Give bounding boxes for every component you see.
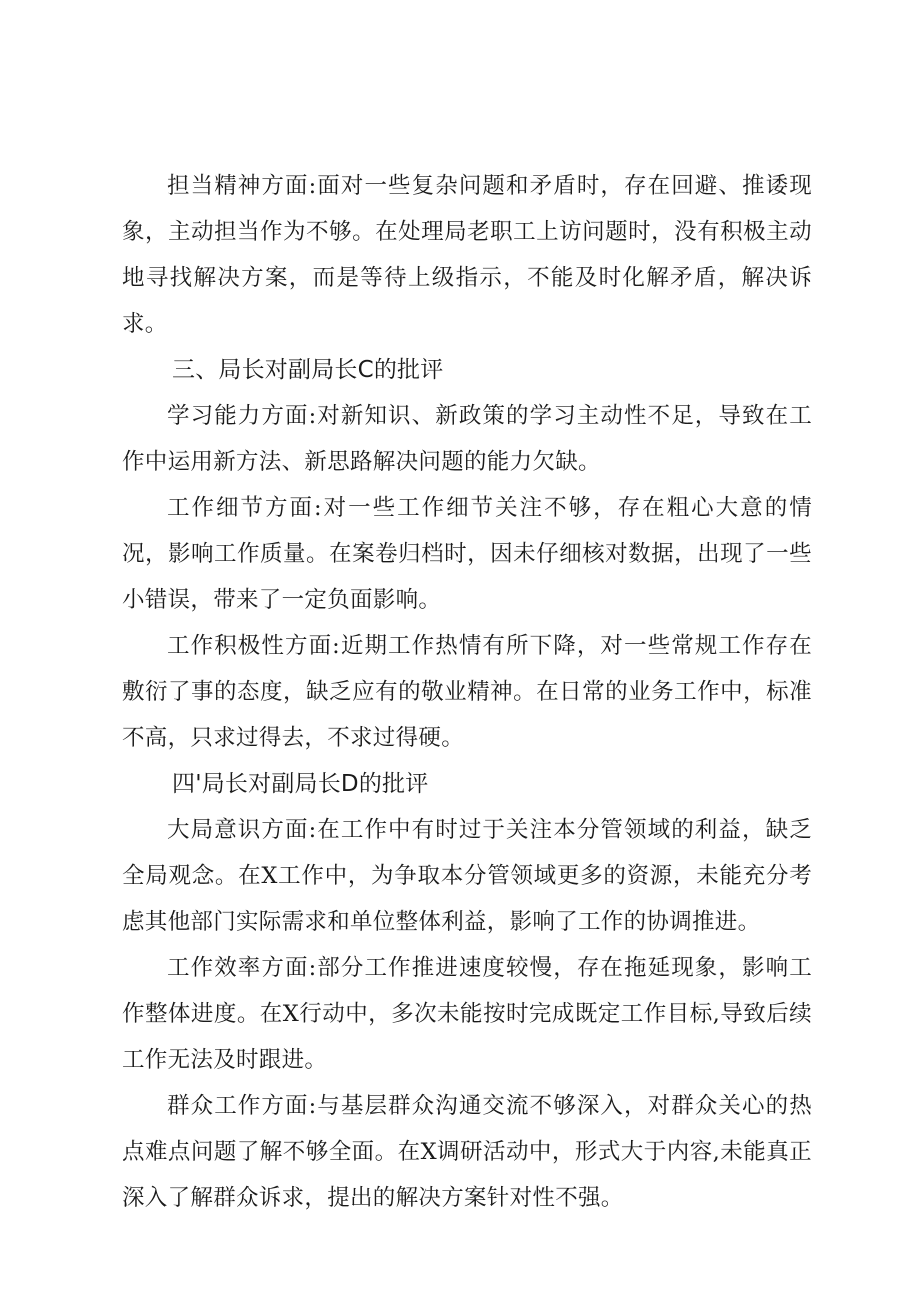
paragraph-work-enthusiasm: 工作积极性方面:近期工作热情有所下降，对一些常规工作存在敷衍了事的态度，缺乏应有的敬业精神。在日常的业务工作中，标准不高，只求过得去，不求过得硬。 xyxy=(122,633,812,751)
paragraph-mass-work: 群众工作方面:与基层群众沟通交流不够深入，对群众关心的热点难点问题了解不够全面。在X调研活动中，形式大于内容,未能真正深入了解群众诉求，提出的解决方案针对性不强。 xyxy=(122,1093,812,1211)
paragraph-work-details: 工作细节方面:对一些工作细节关注不够，存在粗心大意的情况，影响工作质量。在案卷归档时，因未仔细核对数据，出现了一些小错误，带来了一定负面影响。 xyxy=(122,495,812,613)
document-body xyxy=(122,163,812,1221)
paragraph-learning-ability: 学习能力方面:对新知识、新政策的学习主动性不足，导致在工作中运用新方法、新思路解决问题的能力欠缺。 xyxy=(122,403,812,475)
paragraph-overall-awareness: 大局意识方面:在工作中有时过于关注本分管领域的利益，缺乏全局观念。在X工作中，为争取本分管领域更多的资源，未能充分考虑其他部门实际需求和单位整体利益，影响了工作的协调推进。 xyxy=(122,817,812,935)
paragraph-responsibility: 担当精神方面:面对一些复杂问题和矛盾时，存在回避、推诿现象，主动担当作为不够。在处理局老职工上访问题时，没有积极主动地寻找解决方案，而是等待上级指示，不能及时化解矛盾，解决诉求。 xyxy=(122,173,812,337)
section-heading-3: 三、局长对副局长C的批评 xyxy=(172,357,444,383)
paragraph-work-efficiency: 工作效率方面:部分工作推进速度较慢，存在拖延现象，影响工作整体进度。在X行动中，多次未能按时完成既定工作目标,导致后续工作无法及时跟进。 xyxy=(122,955,812,1073)
section-heading-4: 四'局长对副局长D的批评 xyxy=(172,771,429,797)
